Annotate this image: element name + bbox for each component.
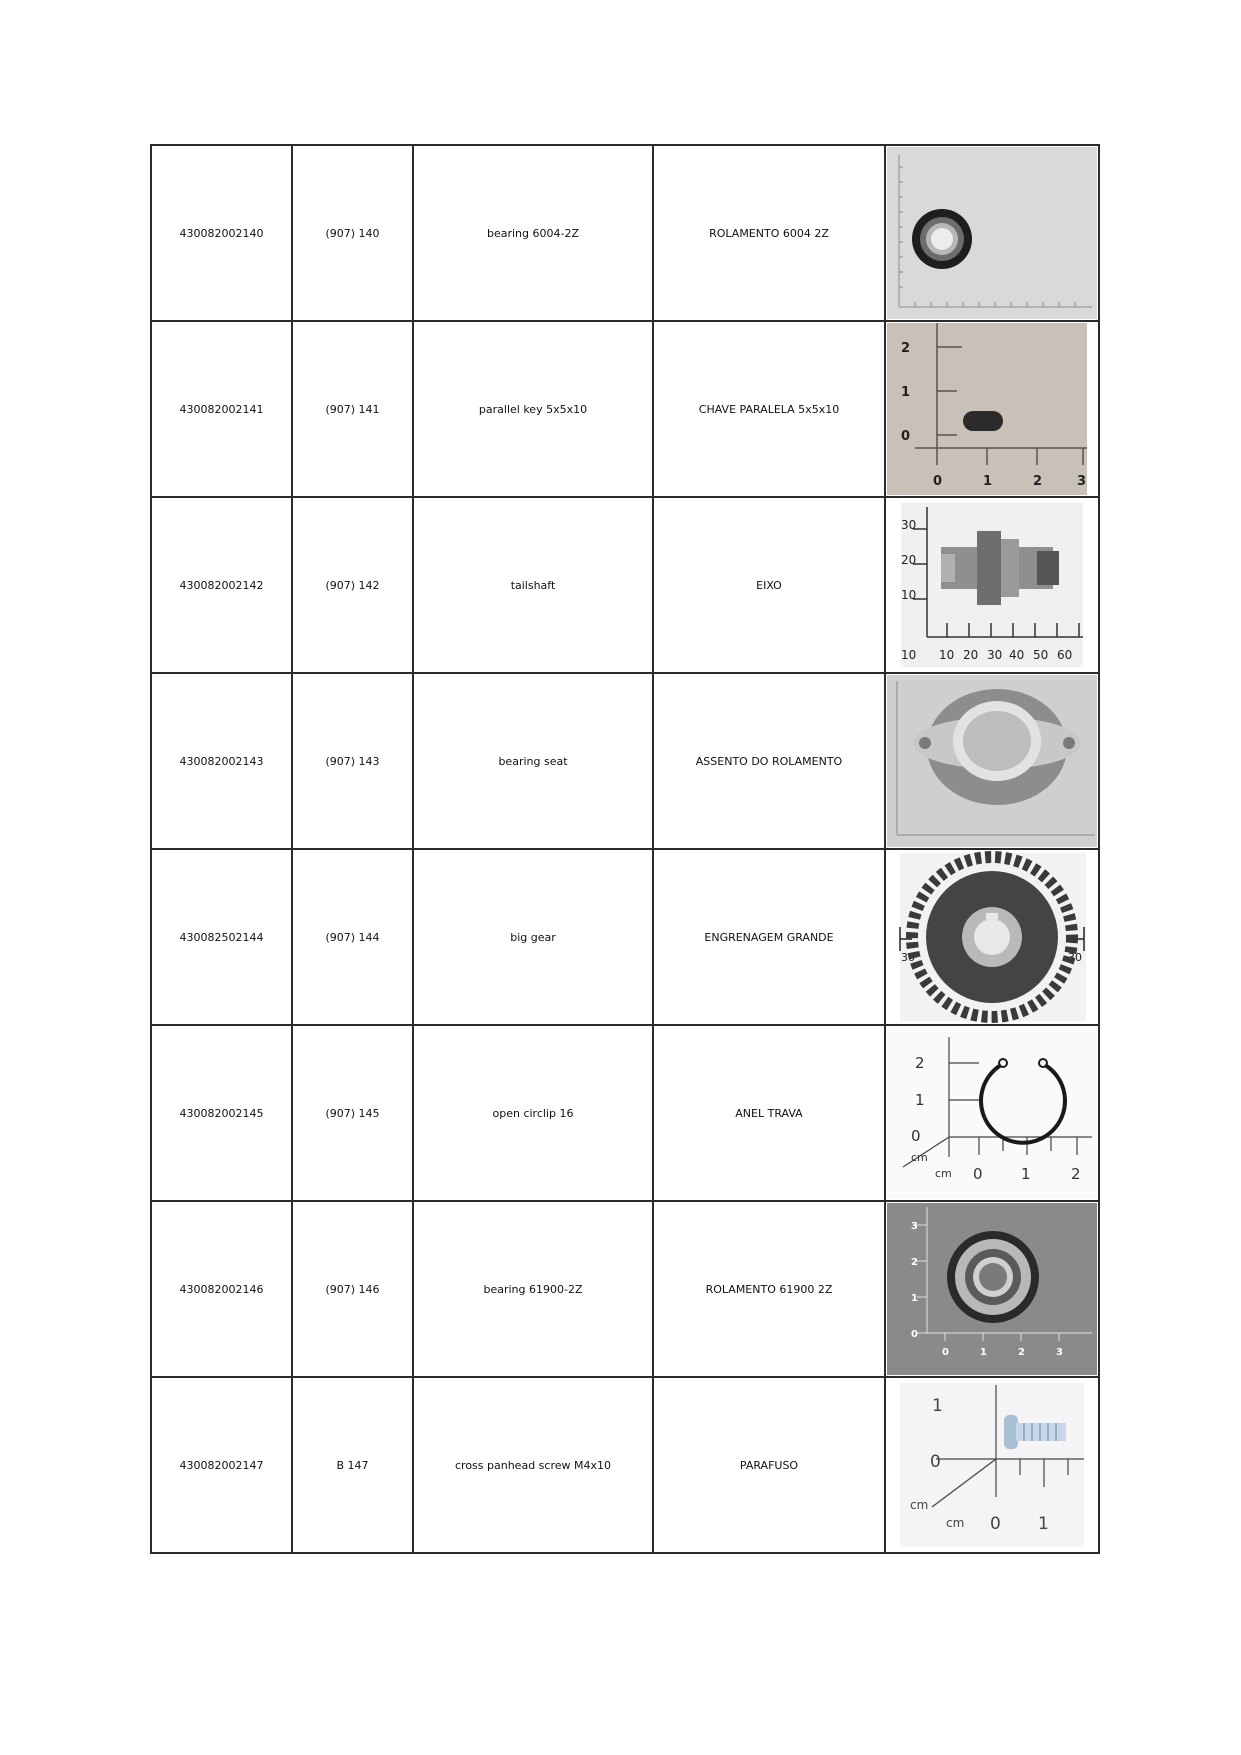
- unit-label: cm: [910, 1498, 929, 1512]
- scale-tick-label: 0: [933, 474, 943, 489]
- scale-tick-label: 20: [963, 648, 979, 662]
- scale-tick-label: 0: [942, 1347, 949, 1358]
- scale-tick-label: 60: [1057, 648, 1073, 662]
- position-cell: (907) 144: [292, 849, 413, 1025]
- unit-label: cm: [935, 1167, 952, 1180]
- scale-tick-label: 30: [1068, 951, 1082, 964]
- part-number-cell: 430082502144: [151, 849, 292, 1025]
- scale-tick-label: 1: [915, 1091, 925, 1109]
- part-number-cell: 430082002145: [151, 1025, 292, 1201]
- part-number-cell: 430082002147: [151, 1377, 292, 1553]
- part-image-cell: [885, 1201, 1099, 1377]
- portuguese-description-cell: ANEL TRAVA: [653, 1025, 885, 1201]
- table-row: [151, 497, 1099, 673]
- scale-tick-label: 2: [915, 1054, 925, 1072]
- scale-tick-label: 10: [901, 648, 917, 662]
- scale-tick-label: 2: [1033, 474, 1043, 489]
- scale-tick-label: 1: [932, 1396, 943, 1416]
- english-description-cell: parallel key 5x5x10: [413, 321, 653, 497]
- scale-tick-label: 50: [1033, 648, 1049, 662]
- ball-bearing-photo-icon: [887, 147, 1097, 319]
- english-description-cell: open circlip 16: [413, 1025, 653, 1201]
- unit-label: cm: [946, 1516, 965, 1530]
- scale-tick-label: 1: [980, 1347, 987, 1358]
- scale-tick-label: 2: [911, 1257, 918, 1268]
- scale-tick-label: 2: [1071, 1165, 1081, 1183]
- parallel-key-photo-icon: [887, 323, 1097, 495]
- part-image-cell: [885, 673, 1099, 849]
- scale-tick-label: 30: [901, 951, 915, 964]
- scale-tick-label: 1: [983, 474, 993, 489]
- parts-table: [150, 144, 1100, 1554]
- part-number-cell: 430082002142: [151, 497, 292, 673]
- scale-tick-label: 2: [1018, 1347, 1025, 1358]
- scale-tick-label: 40: [1009, 648, 1025, 662]
- table-row: [151, 1025, 1099, 1201]
- scale-tick-label: 30: [987, 648, 1003, 662]
- portuguese-description-cell: ASSENTO DO ROLAMENTO: [653, 673, 885, 849]
- portuguese-description-cell: ROLAMENTO 6004 2Z: [653, 145, 885, 321]
- scale-tick-label: 3: [1077, 474, 1087, 489]
- scale-tick-label: 10: [939, 648, 955, 662]
- portuguese-description-cell: PARAFUSO: [653, 1377, 885, 1553]
- scale-tick-label: 2: [901, 341, 911, 356]
- scale-tick-label: 0: [973, 1165, 983, 1183]
- part-number-cell: 430082002146: [151, 1201, 292, 1377]
- scale-tick-label: 0: [901, 429, 911, 444]
- table-row: [151, 673, 1099, 849]
- position-cell: (907) 142: [292, 497, 413, 673]
- english-description-cell: bearing 6004-2Z: [413, 145, 653, 321]
- scale-tick-label: 1: [901, 385, 911, 400]
- position-cell: (907) 143: [292, 673, 413, 849]
- ball-bearing-photo-icon: [887, 1203, 1097, 1375]
- scale-tick-label: 1: [911, 1293, 918, 1304]
- part-number-cell: 430082002140: [151, 145, 292, 321]
- scale-tick-label: 0: [911, 1127, 921, 1145]
- table-row: [151, 321, 1099, 497]
- scale-tick-label: 10: [901, 588, 917, 602]
- scale-tick-label: 0: [911, 1329, 918, 1340]
- position-cell: (907) 140: [292, 145, 413, 321]
- portuguese-description-cell: ENGRENAGEM GRANDE: [653, 849, 885, 1025]
- scale-tick-label: 1: [1038, 1514, 1049, 1534]
- table-row: [151, 1201, 1099, 1377]
- panhead-screw-photo-icon: [892, 1379, 1092, 1551]
- position-cell: (907) 141: [292, 321, 413, 497]
- table-row: [151, 1377, 1099, 1553]
- scale-tick-label: 0: [990, 1514, 1001, 1534]
- scale-tick-label: 3: [1056, 1347, 1063, 1358]
- table-row: [151, 849, 1099, 1025]
- position-cell: B 147: [292, 1377, 413, 1553]
- english-description-cell: tailshaft: [413, 497, 653, 673]
- scale-tick-label: 20: [901, 553, 917, 567]
- circlip-photo-icon: [887, 1027, 1097, 1199]
- scale-tick-label: 0: [930, 1452, 941, 1472]
- portuguese-description-cell: CHAVE PARALELA 5x5x10: [653, 321, 885, 497]
- part-image-cell: [885, 497, 1099, 673]
- table-row: [151, 145, 1099, 321]
- part-image-cell: [885, 321, 1099, 497]
- portuguese-description-cell: ROLAMENTO 61900 2Z: [653, 1201, 885, 1377]
- tailshaft-photo-icon: [897, 499, 1087, 671]
- bearing-seat-photo-icon: [887, 675, 1097, 847]
- part-image-cell: [885, 145, 1099, 321]
- scale-tick-label: 30: [901, 518, 917, 532]
- english-description-cell: big gear: [413, 849, 653, 1025]
- bevel-gear-photo-icon: [892, 851, 1092, 1023]
- part-number-cell: 430082002141: [151, 321, 292, 497]
- scale-tick-label: 3: [911, 1221, 918, 1232]
- unit-label: cm: [911, 1151, 928, 1164]
- portuguese-description-cell: EIXO: [653, 497, 885, 673]
- part-image-cell: [885, 849, 1099, 1025]
- part-image-cell: [885, 1377, 1099, 1553]
- english-description-cell: bearing 61900-2Z: [413, 1201, 653, 1377]
- english-description-cell: cross panhead screw M4x10: [413, 1377, 653, 1553]
- part-image-cell: [885, 1025, 1099, 1201]
- position-cell: (907) 146: [292, 1201, 413, 1377]
- position-cell: (907) 145: [292, 1025, 413, 1201]
- english-description-cell: bearing seat: [413, 673, 653, 849]
- part-number-cell: 430082002143: [151, 673, 292, 849]
- scale-tick-label: 1: [1021, 1165, 1031, 1183]
